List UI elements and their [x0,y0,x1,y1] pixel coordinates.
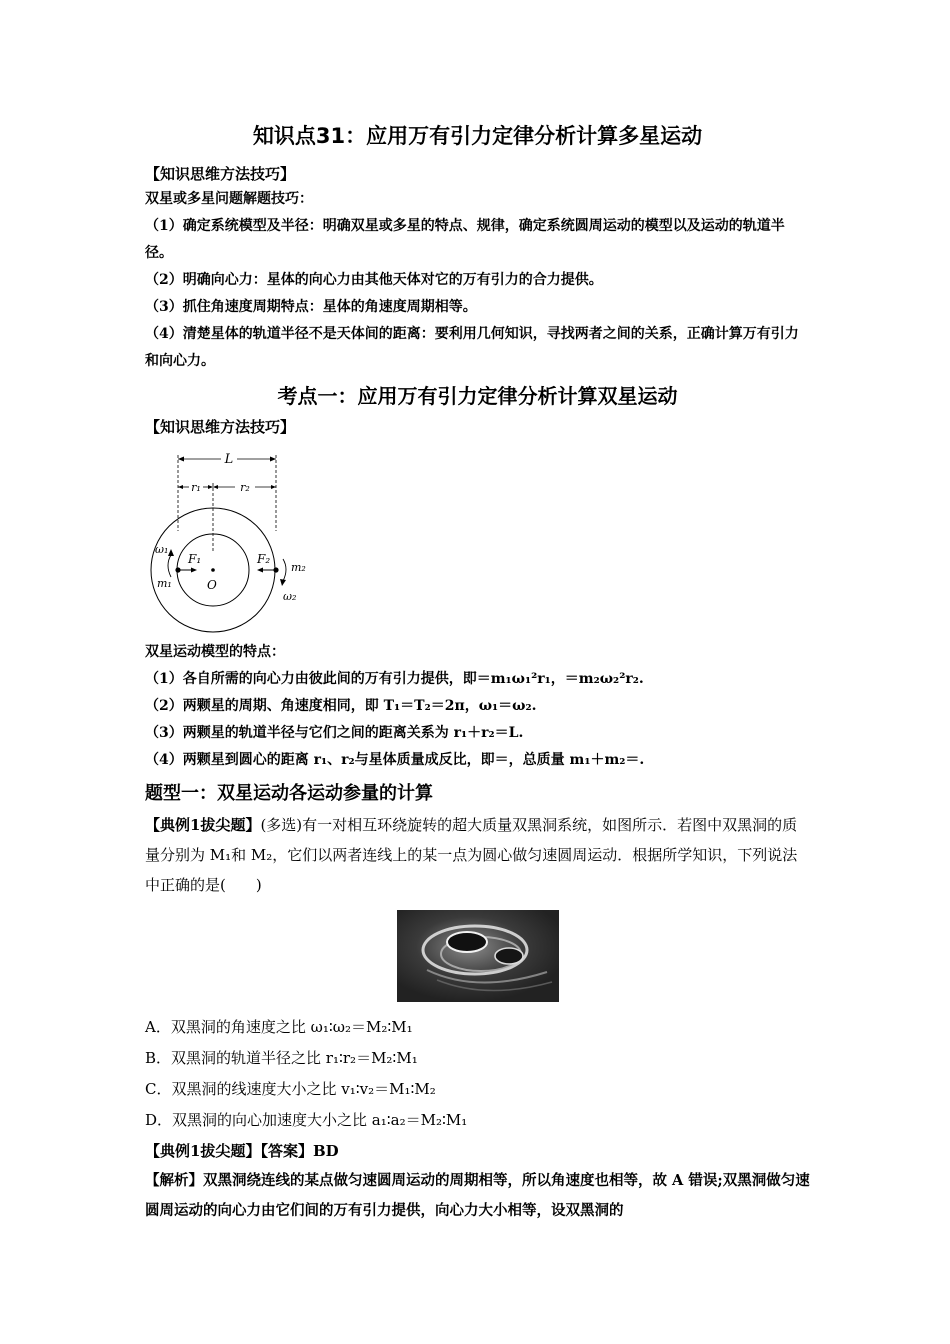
option-c: C．双黑洞的线速度大小之比 v₁∶v₂＝M₁∶M₂ [145,1080,436,1098]
label-m1: m₁ [157,577,172,590]
intro-label: 双星或多星问题解题技巧： [145,191,313,207]
label-m2: m₂ [291,561,306,574]
example-text: (多选)有一对相互环绕旋转的超大质量双黑洞系统，如图所示．若图中双黑洞的质量分别为 M₁和 M₂，它们以两者连线上的某一点为圆心做匀速圆周运动．根据所学知识，下列说法中正确的是( ) [145,816,798,894]
black-hole-photo [397,910,559,1002]
option-a: A．双黑洞的角速度之比 ω₁∶ω₂＝M₂∶M₁ [145,1018,413,1036]
method-tag: 【知识思维方法技巧】 [145,165,296,183]
answer-tag: 【典例1拔尖题】【答案】BD [145,1142,339,1160]
label-F2: F₂ [257,552,271,566]
analysis-tag: 【解析】 [145,1172,203,1189]
page-title: 知识点31：应用万有引力定律分析计算多星运动 [252,124,703,148]
method-tag-2: 【知识思维方法技巧】 [145,418,296,436]
tip-3: （3）抓住角速度周期特点：星体的角速度周期相等。 [145,299,477,315]
feature-4: （4）两颗星到圆心的距离 r₁、r₂与星体质量成反比，即＝，总质量 m₁＋m₂＝. [145,752,645,768]
option-d: D．双黑洞的向心加速度大小之比 a₁∶a₂＝M₂∶M₁ [145,1111,468,1129]
model-label: 双星运动模型的特点： [145,644,285,660]
label-r1: r₁ [191,481,201,494]
label-F1: F₁ [188,552,202,566]
label-w2: ω₂ [283,590,297,603]
section-subtitle: 考点一：应用万有引力定律分析计算双星运动 [277,384,678,408]
analysis [145,1166,810,1226]
type-title: 题型一：双星运动各运动参量的计算 [145,783,433,804]
document-page [145,120,810,1226]
example-tag: 【典例1拔尖题】 [145,816,261,834]
label-L: L [224,452,234,467]
tip-4: （4）清楚星体的轨道半径不是天体间的距离：要利用几何知识，寻找两者之间的关系，正确计算万有引力和向心力。 [145,326,799,369]
answer [145,1136,810,1166]
feature-3: （3）两颗星的轨道半径与它们之间的距离关系为 r₁＋r₂＝L. [145,725,524,741]
analysis-text: 双黑洞绕连线的某点做匀速圆周运动的周期相等，所以角速度也相等，故 A 错误;双黑洞做匀速圆周运动的向心力由它们间的万有引力提供，向心力大小相等，设双黑洞的 [145,1172,810,1219]
binary-star-diagram [145,443,325,633]
label-w1: ω₁ [155,543,169,556]
feature-1: （1）各自所需的向心力由彼此间的万有引力提供，即＝m₁ω₁²r₁，＝m₂ω₂²r₂. [145,671,644,687]
label-O: O [207,578,217,592]
feature-2: （2）两颗星的周期、角速度相同，即 T₁＝T₂＝2π，ω₁＝ω₂. [145,698,537,714]
label-r2: r₂ [240,481,250,494]
tip-1: （1）确定系统模型及半径：明确双星或多星的特点、规律，确定系统圆周运动的模型以及运动的轨道半径。 [145,218,785,261]
option-b: B．双黑洞的轨道半径之比 r₁∶r₂＝M₂∶M₁ [145,1049,418,1067]
example-question [145,810,810,900]
tip-2: （2）明确向心力：星体的向心力由其他天体对它的万有引力的合力提供。 [145,272,603,288]
